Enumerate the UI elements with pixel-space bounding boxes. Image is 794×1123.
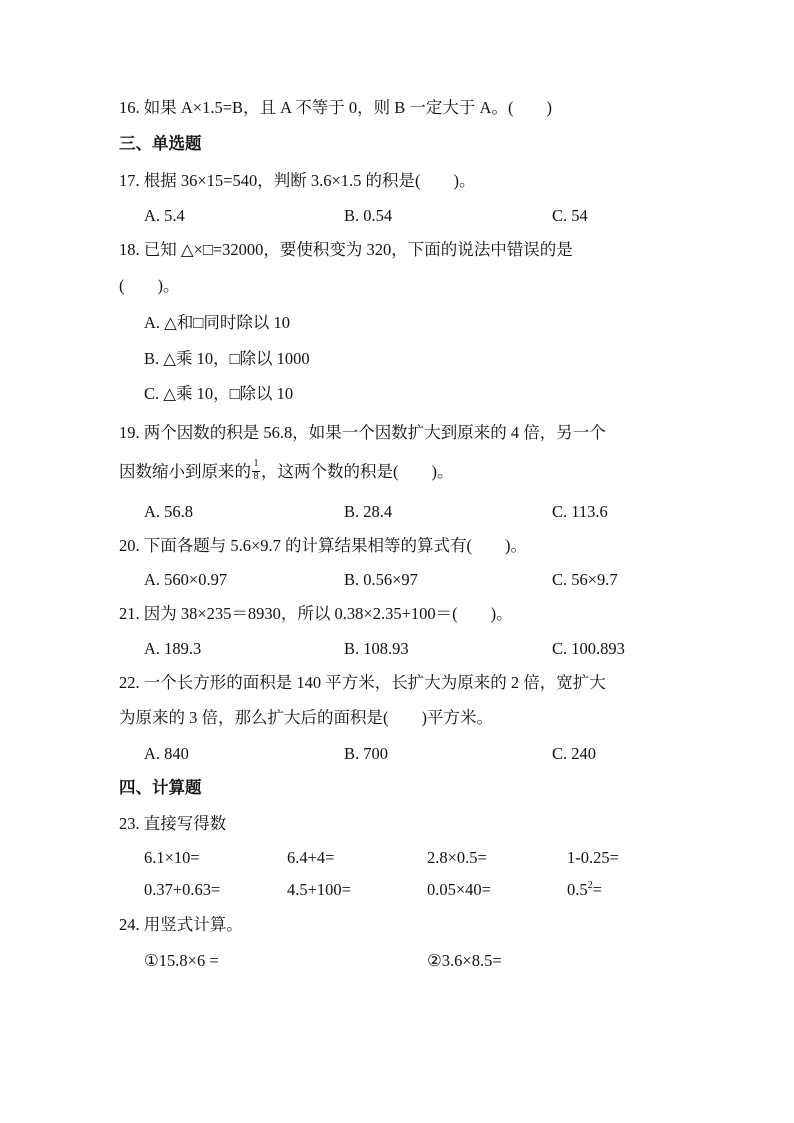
q22-option-a: A. 840	[144, 744, 189, 763]
q23-item-3: 2.8×0.5=	[427, 848, 487, 867]
q22-option-b: B. 700	[344, 744, 389, 763]
question-21: 21. 因为 38×235＝8930，所以 0.38×2.35+100＝( )。	[119, 604, 513, 623]
q18-option-c: C. △乘 10，□除以 10	[144, 384, 294, 403]
section-heading-single-choice: 三、单选题	[119, 134, 202, 153]
question-23: 23. 直接写得数	[119, 814, 227, 833]
q23-item-1: 6.1×10=	[144, 848, 200, 867]
q17-option-a: A. 5.4	[144, 206, 185, 225]
q22-option-c: C. 240	[552, 744, 597, 763]
q20-option-a: A. 560×0.97	[144, 570, 228, 589]
q19-text-after-fraction: ，这两个数的积是( )。	[261, 462, 454, 481]
q21-option-a: A. 189.3	[144, 639, 202, 658]
question-22-line-1: 22. 一个长方形的面积是 140 平方米，长扩大为原来的 2 倍，宽扩大	[119, 673, 606, 692]
q18-option-a: A. △和□同时除以 10	[144, 313, 290, 332]
q20-option-c: C. 56×9.7	[552, 570, 618, 589]
q24-item-1: ①15.8×6 =	[144, 951, 219, 970]
q21-option-b: B. 108.93	[344, 639, 409, 658]
q19-option-a: A. 56.8	[144, 502, 194, 521]
q19-text-before-fraction: 因数缩小到原来的	[119, 462, 251, 481]
q23-item-8-exponent: 2	[587, 880, 593, 891]
fraction-numerator: 1	[253, 458, 259, 470]
section-heading-calculation: 四、计算题	[119, 778, 202, 797]
q20-option-b: B. 0.56×97	[344, 570, 418, 589]
q17-option-c: C. 54	[552, 206, 588, 225]
question-18-line-2: ( )。	[119, 276, 180, 295]
q19-option-c: C. 113.6	[552, 502, 608, 521]
q21-option-c: C. 100.893	[552, 639, 625, 658]
question-22-line-2: 为原来的 3 倍，那么扩大后的面积是( )平方米。	[119, 708, 493, 727]
fraction-one-eighth	[251, 458, 261, 483]
question-19-line-1: 19. 两个因数的积是 56.8，如果一个因数扩大到原来的 4 倍，另一个	[119, 423, 606, 442]
question-17: 17. 根据 36×15=540，判断 3.6×1.5 的积是( )。	[119, 171, 476, 190]
q19-option-b: B. 28.4	[344, 502, 393, 521]
q23-item-5: 0.37+0.63=	[144, 880, 221, 899]
question-19-line-2	[119, 458, 454, 483]
question-16: 16. 如果 A×1.5=B，且 A 不等于 0，则 B 一定大于 A。( )	[119, 98, 552, 117]
q24-item-2: ②3.6×8.5=	[427, 951, 502, 970]
q17-option-b: B. 0.54	[344, 206, 393, 225]
q23-item-7: 0.05×40=	[427, 880, 491, 899]
question-24: 24. 用竖式计算。	[119, 915, 243, 934]
q23-item-8	[567, 880, 602, 900]
q23-item-6: 4.5+100=	[287, 880, 351, 899]
question-20: 20. 下面各题与 5.6×9.7 的计算结果相等的算式有( )。	[119, 536, 528, 555]
fraction-denominator: 8	[253, 471, 259, 483]
q18-option-b: B. △乘 10，□除以 1000	[144, 349, 310, 368]
q23-item-8-equals: =	[592, 880, 602, 899]
q23-item-4: 1-0.25=	[567, 848, 619, 867]
q23-item-2: 6.4+4=	[287, 848, 335, 867]
question-18-line-1: 18. 已知 △×□=32000，要使积变为 320，下面的说法中错误的是	[119, 240, 573, 259]
q23-item-8-base: 0.5	[567, 880, 588, 899]
